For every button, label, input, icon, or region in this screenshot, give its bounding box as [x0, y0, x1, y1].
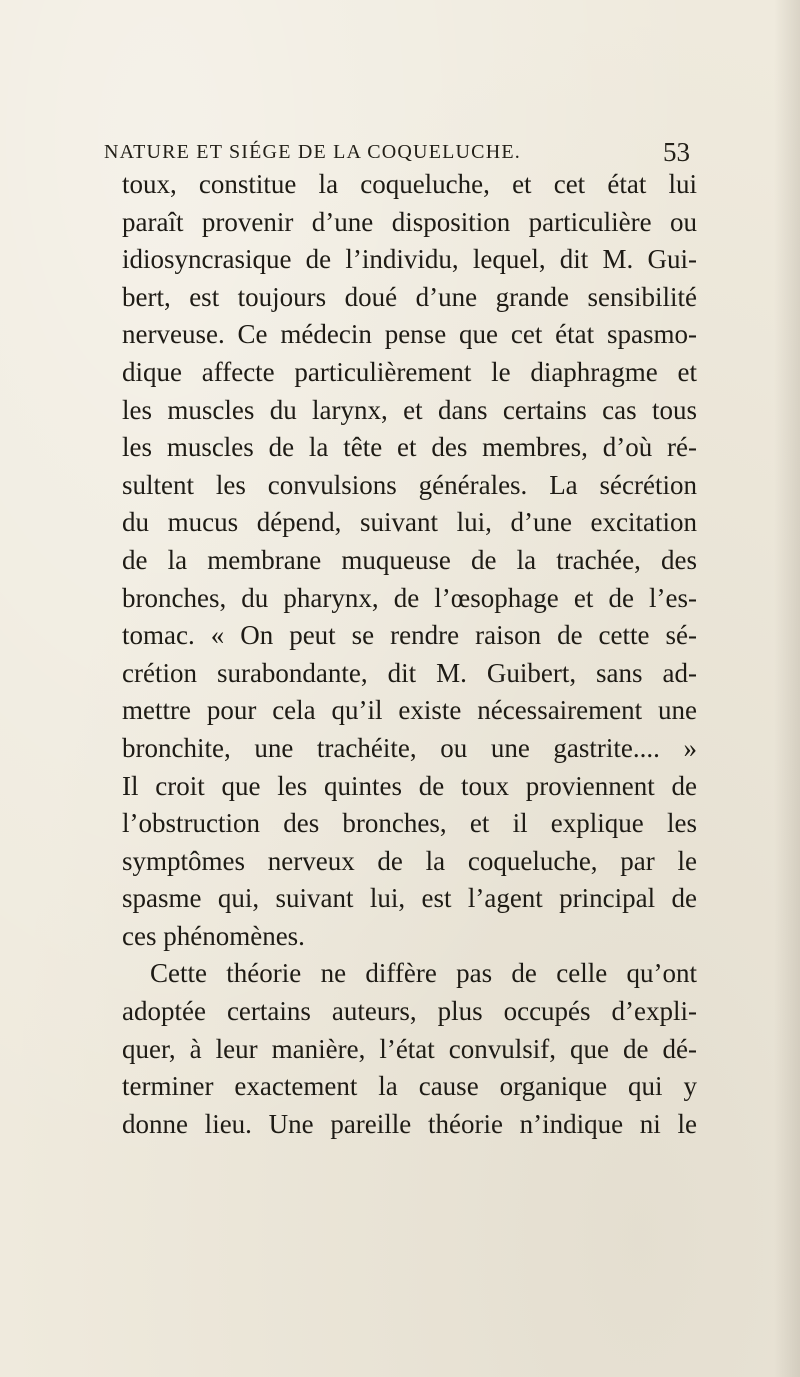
text-line: crétion surabondante, dit M. Guibert, sans ad- — [122, 657, 697, 688]
text-line: nerveuse. Ce médecin pense que cet état spasmo- — [122, 319, 697, 350]
text-line: sultent les convulsions générales. La sécrétion — [122, 469, 697, 500]
text-line: de la membrane muqueuse de la trachée, des — [122, 544, 697, 575]
text-line: dique affecte particulièrement le diaphragme et — [122, 356, 697, 387]
text-line: paraît provenir d’une disposition particulière ou — [122, 206, 697, 237]
text-line: idiosyncrasique de l’individu, lequel, dit M. Gui- — [122, 244, 697, 275]
text-line: du mucus dépend, suivant lui, d’une excitation — [122, 507, 697, 538]
text-line-paragraph-start: Cette théorie ne diffère pas de celle qu’ont — [150, 958, 697, 989]
text-line: adoptée certains auteurs, plus occupés d’expli- — [122, 996, 697, 1027]
text-line: bronchite, une trachéite, ou une gastrite.... » — [122, 732, 697, 763]
text-line: bert, est toujours doué d’une grande sensibilité — [122, 281, 697, 312]
page-number: 53 — [663, 137, 690, 167]
text-line: l’obstruction des bronches, et il explique les — [122, 808, 697, 839]
text-line: donne lieu. Une pareille théorie n’indique ni le — [122, 1108, 697, 1139]
text-line: tomac. « On peut se rendre raison de cette sé- — [122, 620, 697, 651]
text-line: bronches, du pharynx, de l’œsophage et de l’es- — [122, 582, 697, 613]
text-line: symptômes nerveux de la coqueluche, par le — [122, 845, 697, 876]
text-line: les muscles du larynx, et dans certains cas tous — [122, 394, 697, 425]
page-edge-shadow — [774, 0, 800, 1377]
text-line: toux, constitue la coqueluche, et cet état lui — [122, 169, 697, 199]
text-line-paragraph-end: ces phénomènes. — [122, 920, 305, 951]
text-line: mettre pour cela qu’il existe nécessairement une — [122, 695, 697, 726]
body-text — [122, 166, 697, 1143]
text-line: quer, à leur manière, l’état convulsif, que de dé- — [122, 1033, 697, 1064]
text-line: les muscles de la tête et des membres, d’où ré- — [122, 432, 697, 463]
text-line: spasme qui, suivant lui, est l’agent principal de — [122, 883, 697, 914]
running-title: NATURE ET SIÉGE DE LA COQUELUCHE. — [104, 141, 521, 163]
text-line: Il croit que les quintes de toux proviennent de — [122, 770, 697, 801]
text-line: terminer exactement la cause organique qui y — [122, 1071, 697, 1102]
